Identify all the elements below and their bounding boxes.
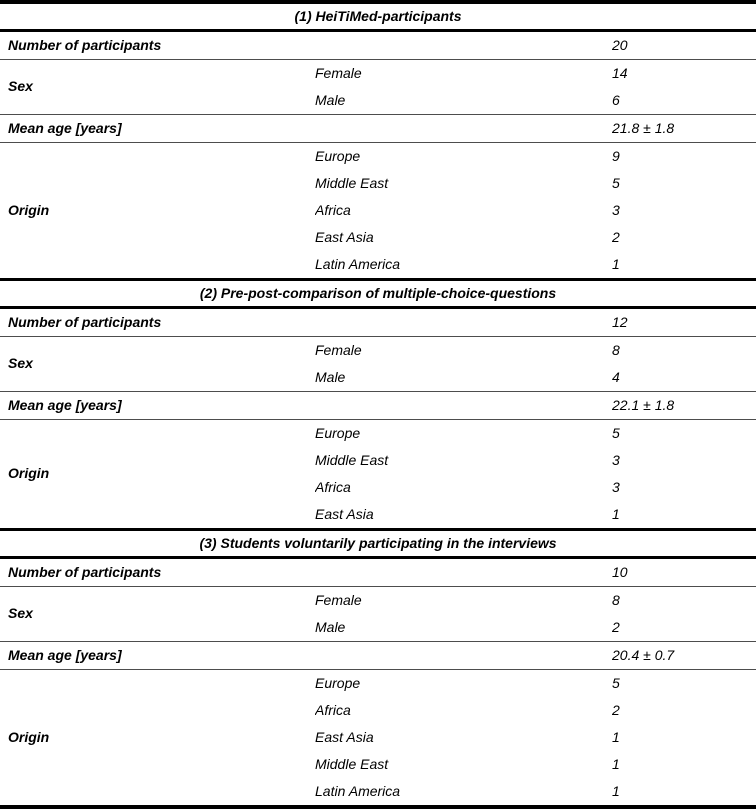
row-sublabel: Africa: [315, 478, 351, 495]
section-title: (2) Pre-post-comparison of multiple-choice-questions: [0, 280, 756, 308]
row-label: Mean age [years]: [0, 115, 612, 143]
row-sublabel: Middle East: [315, 174, 389, 191]
row-sublabel: East Asia: [315, 505, 374, 522]
row-value: 1: [612, 255, 620, 272]
table-row: [0, 558, 756, 587]
row-value: 5: [612, 420, 756, 448]
table-row: [0, 31, 756, 60]
row-sublabel: Middle East: [315, 451, 389, 468]
row-label: Mean age [years]: [0, 392, 612, 420]
row-value: 20: [612, 36, 628, 53]
row-value: 1: [612, 755, 620, 772]
row-value: 3: [612, 201, 620, 218]
table-row: [0, 587, 756, 615]
row-value: 1: [612, 728, 620, 745]
row-value: 6: [612, 91, 620, 108]
table-row: [0, 670, 756, 698]
row-label: Number of participants: [8, 313, 162, 330]
row-sublabel: Europe: [315, 420, 612, 448]
row-sublabel: Africa: [315, 701, 351, 718]
row-value: 5: [612, 174, 620, 191]
table-row: [0, 143, 756, 171]
table-row: [0, 337, 756, 365]
table-row: [0, 60, 756, 88]
table-row: [0, 308, 756, 337]
row-value: 1: [612, 782, 620, 799]
row-value: 3: [612, 451, 620, 468]
group-label-origin: Origin: [0, 670, 315, 808]
row-sublabel: Middle East: [315, 755, 389, 772]
row-value: 4: [612, 368, 620, 385]
section-title: (3) Students voluntarily participating in the interviews: [0, 530, 756, 558]
row-value: 2: [612, 228, 620, 245]
row-value: 5: [612, 670, 756, 698]
row-label: Mean age [years]: [0, 642, 612, 670]
row-sublabel: Female: [315, 337, 612, 365]
row-value: 3: [612, 478, 620, 495]
group-label-origin: Origin: [0, 143, 315, 280]
row-sublabel: East Asia: [315, 228, 374, 245]
row-sublabel: Female: [315, 60, 612, 88]
row-value: 1: [612, 505, 620, 522]
row-sublabel: Europe: [315, 143, 612, 171]
row-sublabel: Male: [315, 618, 346, 635]
group-label-sex: Sex: [0, 60, 315, 115]
table-row: [0, 115, 756, 143]
row-sublabel: Africa: [315, 201, 351, 218]
row-sublabel: Female: [315, 587, 612, 615]
row-value: 2: [612, 701, 620, 718]
group-label-sex: Sex: [0, 337, 315, 392]
section-title: (1) HeiTiMed-participants: [0, 2, 756, 31]
row-sublabel: Europe: [315, 670, 612, 698]
section-header-3: [0, 530, 756, 558]
row-value: 2: [612, 618, 620, 635]
row-value: 20.4 ± 0.7: [612, 642, 756, 670]
row-value: 21.8 ± 1.8: [612, 115, 756, 143]
table-row: [0, 642, 756, 670]
row-label: Number of participants: [8, 563, 162, 580]
row-value: 22.1 ± 1.8: [612, 392, 756, 420]
row-value: 8: [612, 337, 756, 365]
row-label: Number of participants: [8, 36, 162, 53]
section-header-1: [0, 2, 756, 31]
row-sublabel: Latin America: [315, 255, 401, 272]
row-sublabel: Male: [315, 91, 346, 108]
row-value: 14: [612, 60, 756, 88]
group-label-sex: Sex: [0, 587, 315, 642]
row-sublabel: Latin America: [315, 782, 401, 799]
table-row: [0, 392, 756, 420]
row-value: 10: [612, 563, 628, 580]
table-row: [0, 420, 756, 448]
row-sublabel: Male: [315, 368, 346, 385]
row-value: 12: [612, 313, 628, 330]
row-value: 8: [612, 587, 756, 615]
group-label-origin: Origin: [0, 420, 315, 530]
row-value: 9: [612, 143, 756, 171]
row-sublabel: East Asia: [315, 728, 374, 745]
section-header-2: [0, 280, 756, 308]
